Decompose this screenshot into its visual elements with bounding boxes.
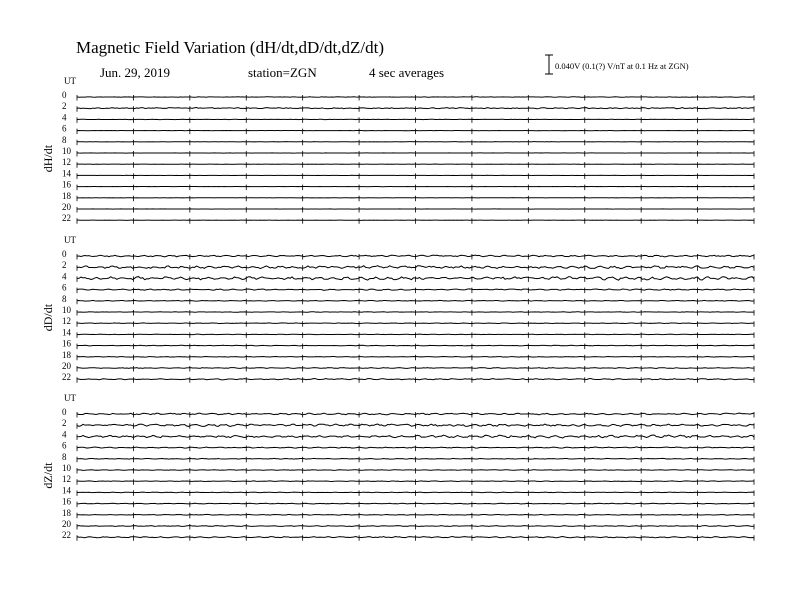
hour-label: 14: [62, 168, 71, 179]
hour-label: 2: [62, 101, 67, 112]
panel-1: [41, 235, 754, 383]
station-label: station=ZGN: [248, 65, 317, 80]
trace-line: [77, 368, 754, 369]
hour-label: 10: [62, 305, 71, 315]
hour-label: 20: [62, 519, 71, 529]
hour-label: 18: [62, 190, 71, 201]
hour-label: 4: [62, 429, 67, 440]
ut-label: UT: [64, 76, 76, 86]
hour-label: 0: [62, 90, 67, 100]
ut-label: UT: [64, 393, 76, 403]
hour-label: 14: [62, 327, 71, 338]
hour-label: 22: [62, 213, 71, 224]
trace-line: [77, 458, 754, 459]
trace-line: [77, 492, 754, 493]
hour-label: 4: [62, 271, 67, 282]
hour-label: 14: [62, 485, 71, 496]
hour-label: 18: [62, 349, 71, 360]
hour-label: 6: [62, 123, 67, 134]
trace-line: [77, 312, 754, 313]
scale-bar-label: 0.040V (0.1(?) V/nT at 0.1 Hz at ZGN): [555, 61, 689, 71]
hour-label: 12: [62, 316, 71, 327]
trace-line: [77, 514, 754, 515]
trace-line: [77, 526, 754, 527]
hour-label: 4: [62, 112, 67, 123]
hour-label: 2: [62, 418, 67, 429]
panel-ylabel: dD/dt: [41, 303, 55, 332]
scale-bar: [545, 55, 553, 74]
panel-0: [41, 76, 754, 224]
trace-line: [77, 345, 754, 346]
hour-label: 6: [62, 282, 67, 293]
hour-label: 16: [62, 338, 71, 349]
trace-line: [77, 97, 754, 98]
hour-label: 8: [62, 134, 67, 145]
hour-label: 22: [62, 372, 71, 383]
trace-line: [77, 300, 754, 301]
panel-ylabel: dZ/dt: [41, 462, 55, 489]
averaging-label: 4 sec averages: [369, 65, 445, 80]
hour-label: 12: [62, 157, 71, 168]
hour-label: 12: [62, 474, 71, 485]
hour-label: 20: [62, 361, 71, 371]
trace-line: [77, 356, 754, 357]
hour-label: 8: [62, 451, 67, 462]
date-label: Jun. 29, 2019: [100, 65, 171, 80]
trace-line: [77, 470, 754, 471]
panel-2: [41, 393, 754, 541]
panel-ylabel: dH/dt: [41, 144, 55, 173]
ut-label: UT: [64, 235, 76, 245]
hour-label: 18: [62, 507, 71, 518]
hour-label: 10: [62, 146, 71, 156]
hour-label: 10: [62, 463, 71, 473]
trace-line: [77, 334, 754, 335]
hour-label: 2: [62, 260, 67, 271]
hour-label: 0: [62, 249, 67, 259]
hour-label: 16: [62, 179, 71, 190]
chart-title: Magnetic Field Variation (dH/dt,dD/dt,dZ/dt): [76, 38, 385, 57]
hour-label: 16: [62, 496, 71, 507]
hour-label: 22: [62, 530, 71, 541]
hour-label: 6: [62, 440, 67, 451]
hour-label: 20: [62, 202, 71, 212]
hour-label: 8: [62, 293, 67, 304]
hour-label: 0: [62, 407, 67, 417]
